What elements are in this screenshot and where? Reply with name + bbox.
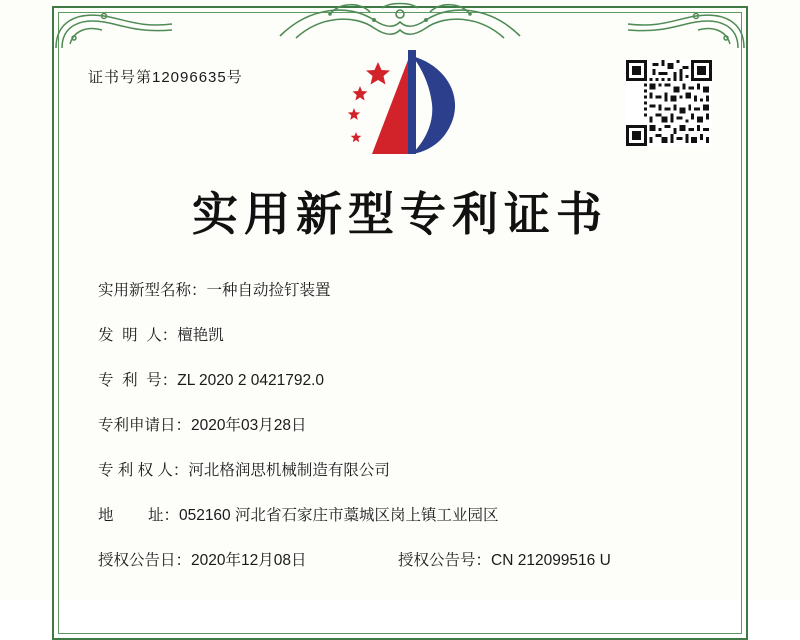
ornament-top-center-icon bbox=[270, 0, 530, 46]
field-value: ZL 2020 2 0421792.0 bbox=[177, 372, 325, 389]
field-row-application-date bbox=[98, 413, 710, 435]
field-value: CN 212099516 U bbox=[491, 552, 611, 569]
field-value: 一种自动捡钉装置 bbox=[206, 282, 331, 299]
field-label: 授权公告日： bbox=[98, 552, 192, 569]
field-label: 专 利 权 人： bbox=[98, 462, 189, 479]
field-value: 檀艳凯 bbox=[177, 327, 224, 344]
field-row-utility-model-name bbox=[98, 278, 710, 300]
qr-code bbox=[626, 60, 712, 146]
field-row-address bbox=[98, 503, 710, 525]
field-label: 地 址： bbox=[98, 507, 179, 524]
field-label: 发 明 人： bbox=[98, 327, 178, 344]
certificate-fields bbox=[98, 278, 710, 570]
ornament-corner-top-left-icon bbox=[54, 8, 174, 50]
page-title: 实用新型专利证书 bbox=[192, 187, 608, 241]
field-value: 2020年03月28日 bbox=[191, 417, 307, 434]
field-label: 专 利 号： bbox=[98, 372, 178, 389]
grant-date-group bbox=[98, 548, 398, 570]
cnipa-emblem-icon bbox=[320, 48, 480, 158]
field-value: 2020年12月08日 bbox=[191, 552, 307, 569]
certificate-number: 证书号第12096635号 bbox=[88, 69, 243, 86]
field-label: 授权公告号： bbox=[398, 552, 492, 569]
grant-number-group bbox=[398, 548, 611, 570]
field-row-patent-number bbox=[98, 368, 710, 390]
field-label: 专利申请日： bbox=[98, 417, 192, 434]
field-row-patentee bbox=[98, 458, 710, 480]
field-label: 实用新型名称： bbox=[98, 282, 207, 299]
field-value: 河北格润思机械制造有限公司 bbox=[188, 462, 390, 479]
ornament-corner-top-right-icon bbox=[626, 8, 746, 50]
field-row-grant-announcement bbox=[98, 548, 710, 570]
field-value: 052160 河北省石家庄市藁城区岗上镇工业园区 bbox=[178, 507, 499, 524]
field-row-inventor bbox=[98, 323, 710, 345]
